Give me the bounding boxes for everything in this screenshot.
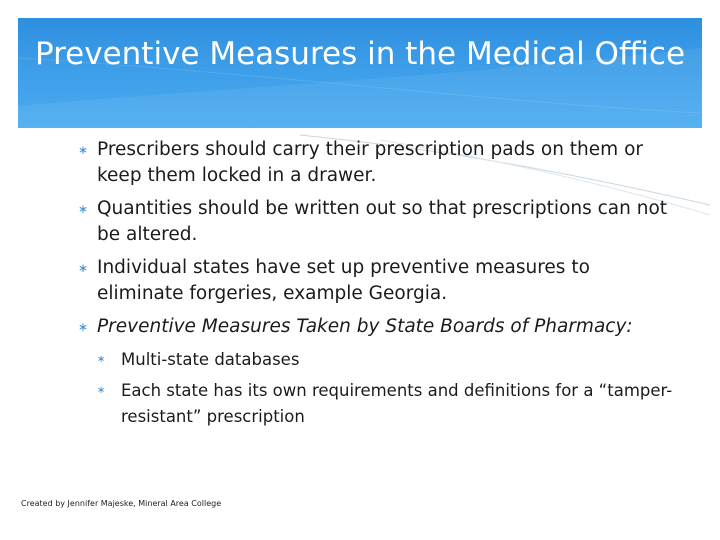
sub-bullet-text: Each state has its own requirements and definitions for a “tamper-resistant” prescription — [121, 381, 673, 426]
slide-title: Preventive Measures in the Medical Office — [34, 36, 686, 72]
bullet-marker-icon: ∗ — [97, 354, 106, 365]
bullet-list — [78, 137, 678, 437]
bullet-item — [78, 137, 678, 189]
bullet-marker-icon: ∗ — [78, 143, 89, 157]
sub-bullet-list — [97, 347, 678, 430]
footer-credit: Created by Jennifer Majeske, Mineral Area College — [21, 499, 222, 508]
bullet-text: Quantities should be written out so that prescriptions can not be altered. — [97, 198, 668, 245]
bullet-marker-icon: ∗ — [78, 320, 89, 334]
bullet-item — [78, 314, 678, 430]
bullet-text: Individual states have set up preventive measures to eliminate forgeries, example Georgia. — [97, 257, 590, 304]
title-band — [18, 18, 702, 128]
sub-bullet-text: Multi-state databases — [121, 350, 300, 369]
bullet-text: Preventive Measures Taken by State Boards of Pharmacy: — [97, 316, 633, 337]
bullet-marker-icon: ∗ — [78, 261, 89, 275]
bullet-marker-icon: ∗ — [78, 202, 89, 216]
sub-bullet-item — [97, 347, 678, 373]
sub-bullet-item — [97, 378, 678, 430]
bullet-text: Prescribers should carry their prescription pads on them or keep them locked in a drawer. — [97, 139, 643, 186]
bullet-marker-icon: ∗ — [97, 385, 106, 396]
bullet-item — [78, 196, 678, 248]
bullet-item — [78, 255, 678, 307]
